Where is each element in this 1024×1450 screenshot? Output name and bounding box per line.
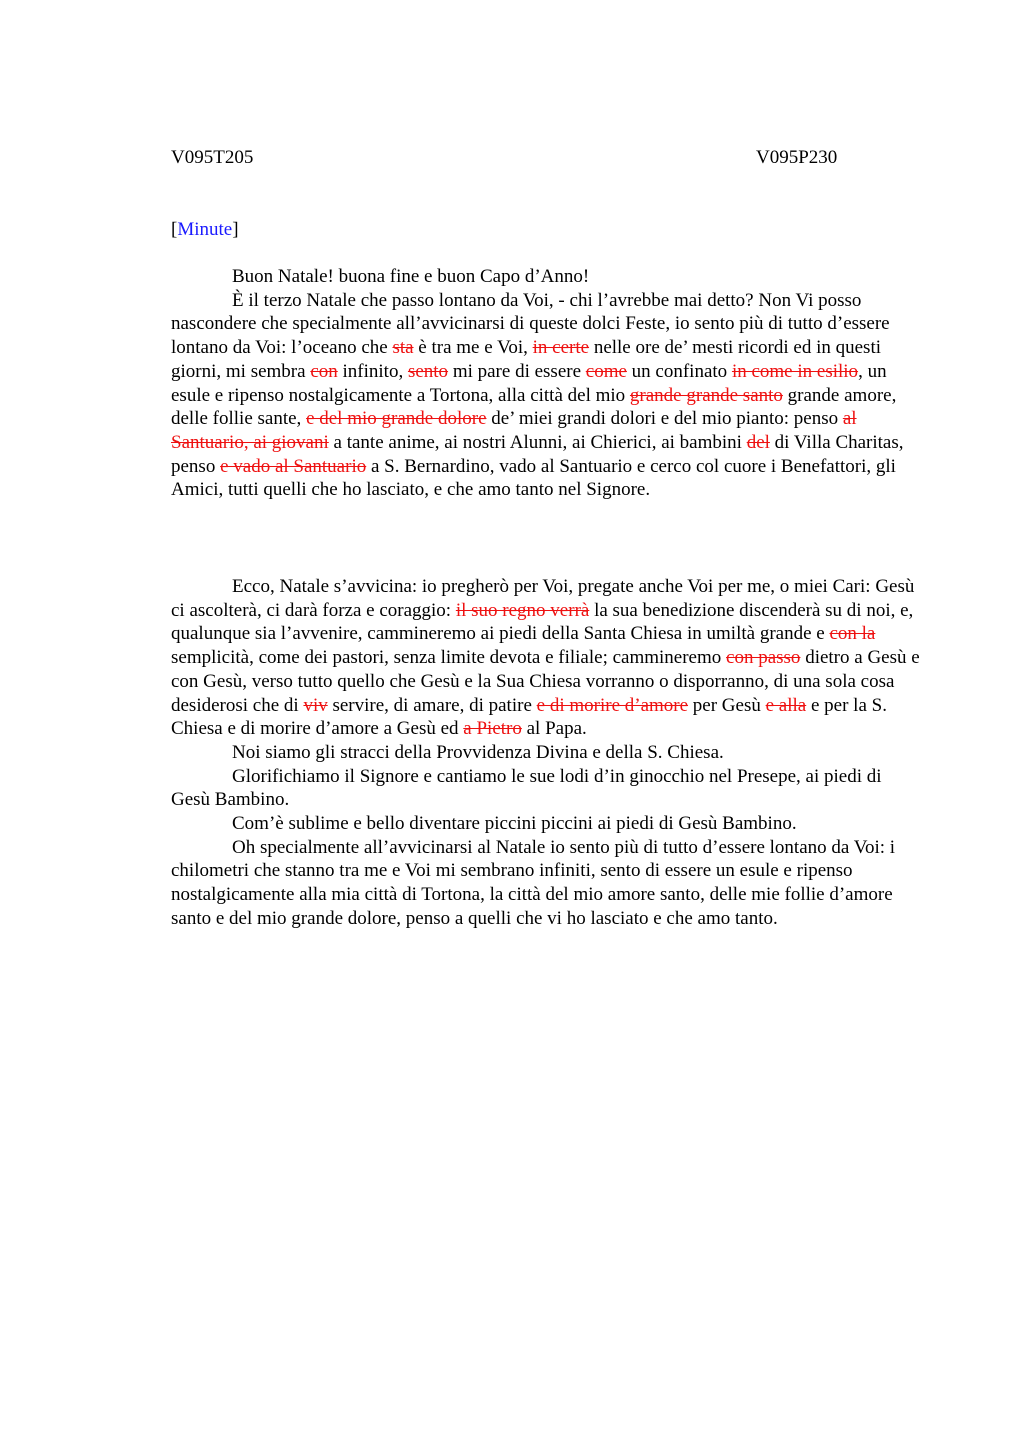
text-segment: grande amore, delle follie sante, (171, 384, 897, 430)
text-segment: e per la S. Chiesa e di morire d’amore a Gesù ed (171, 694, 887, 740)
text-segment: un confinato (626, 360, 732, 382)
text-segment: mi pare di essere (448, 360, 586, 382)
paragraph-homesick: Oh specialmente all’avvicinarsi al Natale io sento più di tutto d’essere lontano da Voi: i chilometri che stanno tra me e Voi mi sembrano infiniti, sento di essere un esule e ripenso nostalgicamente alla mia città di Tortona, la città del mio amore santo, delle mie follie d’amore santo e del mio grande dolore, penso a quelli che vi ho lasciato e che amo tanto. (171, 836, 896, 929)
document-code-right: V095P230 (756, 147, 838, 168)
section-tag (171, 218, 239, 242)
deleted-text: a Pietro (463, 718, 522, 740)
text-segment: dietro a Gesù e con Gesù, verso tutto quello che Gesù e la Sua Chiesa vorranno o disporranno, di una sola cosa desiderosi che di (171, 647, 920, 716)
deleted-text: con la (829, 623, 876, 645)
text-segment: , un esule e ripenso nostalgicamente a Tortona, alla città del mio (171, 360, 887, 406)
deleted-text: come (585, 360, 627, 382)
deleted-text: in certe (532, 337, 590, 359)
deleted-text: sento (407, 360, 449, 382)
text-segment: per Gesù (688, 694, 766, 716)
text-segment: infinito, (337, 360, 408, 382)
text-segment: semplicità, come dei pastori, senza limite devota e filiale; cammineremo (171, 647, 727, 669)
text-segment: di Villa Charitas, penso (171, 431, 904, 477)
text-segment: la sua benedizione discenderà su di noi, e, qualunque sia l’avvenire, cammineremo ai piedi della Santa Chiesa in umiltà grande e (171, 599, 914, 645)
greeting-paragraph: Buon Natale! buona fine e buon Capo d’Anno! (232, 266, 590, 287)
deleted-text: sta (392, 337, 414, 359)
deleted-text: in come in esilio (731, 360, 859, 382)
deleted-text: con (310, 360, 338, 382)
document-code-left: V095T205 (171, 147, 254, 168)
tag-open-bracket: [ (171, 219, 178, 240)
letter-block-1 (171, 265, 923, 502)
minute-link[interactable]: Minute (177, 219, 233, 240)
deleted-text: del (746, 431, 770, 453)
deleted-text: al Santuario, ai giovani (171, 408, 857, 453)
deleted-text: grande grande santo (629, 384, 783, 406)
deleted-text: il suo regno verrà (455, 599, 590, 621)
deleted-text: e alla (765, 694, 807, 716)
text-segment: Ecco, Natale s’avvicina: io pregherò per Voi, pregate anche Voi per me, o miei Cari: Gesù ci ascolterà, ci darà forza e coraggio: (171, 576, 915, 621)
letter-block-2 (171, 575, 923, 931)
deleted-text: viv (303, 694, 328, 716)
text-segment: de’ miei grandi dolori e del mio pianto: penso (486, 408, 843, 430)
text-segment: nelle ore de’ mesti ricordi ed in questi giorni, mi sembra (171, 337, 882, 382)
deleted-text: e vado al Santuario (220, 455, 367, 477)
text-segment: è tra me e Voi, (413, 337, 533, 359)
deleted-text: e di morire d’amore (536, 694, 689, 716)
paragraph-glorify: Glorifichiamo il Signore e cantiamo le sue lodi d’in ginocchio nel Presepe, ai piedi di Gesù Bambino. (171, 765, 882, 811)
tag-close-bracket: ] (232, 219, 239, 240)
paragraph-sublime: Com’è sublime e bello diventare piccini piccini ai piedi di Gesù Bambino. (232, 813, 797, 835)
paragraph-christmas-near (171, 575, 923, 741)
text-segment: a S. Bernardino, vado al Santuario e cerco col cuore i Benefattori, gli Amici, tutti quelli che ho lasciato, e che amo tanto nel Signore. (171, 455, 896, 501)
deleted-text: e del mio grande dolore (306, 408, 487, 430)
text-segment: È il terzo Natale che passo lontano da Voi, - chi l’avrebbe mai detto? Non Vi posso nascondere che specialmente all’avvicinarsi di queste dolci Feste, io sento più di tutto d’essere lontano da Voi: l’oceano che (171, 289, 890, 359)
deleted-text: con passo (726, 647, 801, 669)
text-segment: servire, di amare, di patire (327, 694, 537, 716)
text-segment: al Papa. (521, 718, 587, 740)
paragraph-christmas-far (171, 289, 923, 502)
text-segment: a tante anime, ai nostri Alunni, ai Chierici, ai bambini (328, 431, 747, 453)
paragraph-rags: Noi siamo gli stracci della Provvidenza Divina e della S. Chiesa. (232, 741, 724, 763)
